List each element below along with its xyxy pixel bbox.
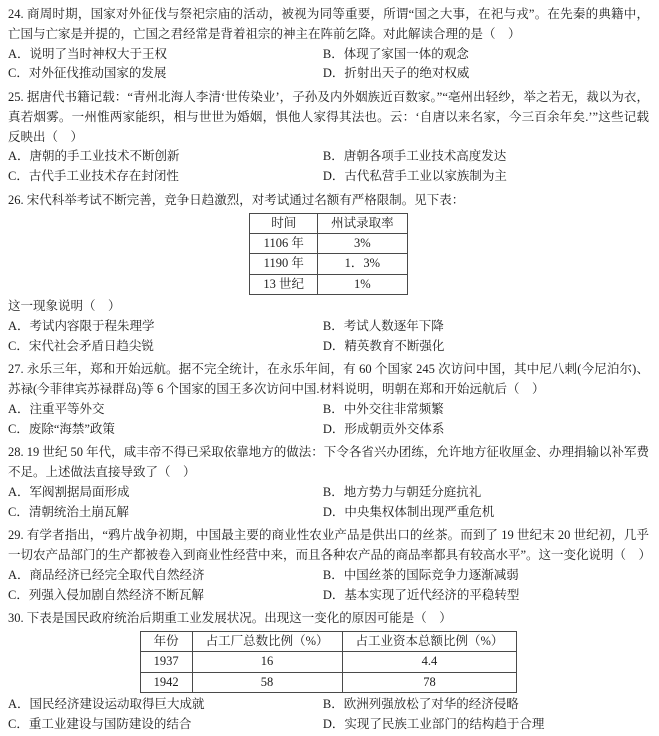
question-25-option-a: A．唐朝的手工业技术不断创新 bbox=[8, 149, 180, 164]
table-header-cell: 占工业资本总额比例（%） bbox=[342, 632, 517, 652]
table-cell: 1% bbox=[318, 274, 408, 294]
table-header-cell: 占工厂总数比例（%） bbox=[192, 632, 342, 652]
table-header-cell: 州试录取率 bbox=[318, 213, 408, 233]
table-header-row bbox=[250, 213, 407, 233]
question-26-option-c: C．宋代社会矛盾日趋尖锐 bbox=[8, 338, 154, 353]
question-26-options bbox=[8, 317, 649, 357]
question-24 bbox=[8, 5, 649, 84]
table-cell: 3% bbox=[318, 233, 408, 253]
question-28-option-b: B．地方势力与朝廷分庭抗礼 bbox=[322, 484, 482, 499]
question-28 bbox=[8, 443, 649, 522]
question-29-stem: 29. 有学者指出，“鸦片战争初期，中国最主要的商业性农业产品是供出口的丝茶。而到了 19 世纪末 20 世纪初，几乎一切农产品部门的生产都被卷入到商业性经营中来，而且各种农产品的商品率都具有较高水平”。这一变化说明（ ） bbox=[8, 528, 652, 562]
table-cell: 4.4 bbox=[342, 652, 517, 672]
table-cell: 58 bbox=[192, 672, 342, 692]
question-26 bbox=[8, 191, 649, 357]
table-row bbox=[140, 652, 517, 672]
question-26-stem: 26. 宋代科举考试不断完善，竞争日趋激烈，对考试通过名额有严格限制。见下表： bbox=[8, 192, 465, 207]
question-24-option-b: B．体现了家国一体的观念 bbox=[322, 46, 469, 61]
question-30-stem: 30. 下表是国民政府统治后期重工业发展状况。出现这一变化的原因可能是（ ） bbox=[8, 611, 452, 626]
question-28-option-a: A．军阀割据局面形成 bbox=[8, 484, 130, 499]
question-26-admission-rate-table bbox=[249, 213, 407, 296]
question-30-heavy-industry-table bbox=[140, 631, 518, 693]
question-29-option-d: D．基本实现了近代经济的平稳转型 bbox=[322, 587, 520, 602]
question-27-option-c: C．废除“海禁”政策 bbox=[8, 421, 115, 436]
question-25-option-c: C．古代手工业技术存在封闭性 bbox=[8, 169, 179, 183]
table-cell: 13 世纪 bbox=[250, 274, 318, 294]
question-25-stem: 25. 据唐代书籍记载：“青州北海人李清‘世传染业’，子孙及内外姻族近百数家。”“亳州出轻纱，举之若无，裁以为衣，真若烟雾。一州惟两家能织，相与世世为婚姻，惧他人家得其法也。云：‘自唐以来名家，今三百余年矣.’”这些记载反映出（ ） bbox=[8, 90, 649, 144]
table-cell: 1106 年 bbox=[250, 233, 318, 253]
table-row bbox=[250, 274, 407, 294]
question-27-option-d: D．形成朝贡外交体系 bbox=[322, 421, 445, 436]
question-30 bbox=[8, 609, 649, 734]
question-27 bbox=[8, 360, 649, 439]
table-cell: 1．3% bbox=[318, 254, 408, 274]
exam-page bbox=[8, 5, 652, 735]
question-26-option-d: D．精英教育不断强化 bbox=[322, 338, 445, 353]
table-header-cell: 年份 bbox=[140, 632, 192, 652]
question-26-option-a: A．考试内容限于程朱理学 bbox=[8, 318, 155, 333]
table-cell: 1942 bbox=[140, 672, 192, 692]
question-30-options bbox=[8, 695, 649, 735]
table-cell: 1190 年 bbox=[250, 254, 318, 274]
question-29-option-c: C．列强入侵加剧自然经济不断瓦解 bbox=[8, 587, 204, 602]
question-27-stem: 27. 永乐三年，郑和开始远航。据不完全统计，在永乐年间，有 60 个国家 245 次访问中国，其中尼八剌(今尼泊尔)、苏禄(今菲律宾苏禄群岛)等 6 个国家的国王多次访问中国.材料说明，明朝在郑和开始远航后（ ） bbox=[8, 362, 649, 396]
question-27-option-a: A．注重平等外交 bbox=[8, 401, 105, 416]
question-24-stem: 24. 商周时期，国家对外征伐与祭祀宗庙的活动，被视为同等重要，所谓“国之大事，在祀与戎”。在先秦的典籍中，亡国与亡家是并提的，亡国之君经常是背着祖宗的神主在阵前乞降。对此解读合理的是（ ） bbox=[8, 7, 649, 41]
table-row bbox=[140, 672, 517, 692]
question-26-option-b: B．考试人数逐年下降 bbox=[322, 318, 444, 333]
question-25 bbox=[8, 88, 649, 187]
question-30-option-b: B．欧洲列强放松了对华的经济侵略 bbox=[322, 697, 519, 712]
question-28-option-c: C．清朝统治土崩瓦解 bbox=[8, 504, 129, 519]
question-30-option-d: D．实现了民族工业部门的结构趋于合理 bbox=[322, 716, 545, 731]
question-28-stem: 28. 19 世纪 50 年代，咸丰帝不得已采取依靠地方的做法：下令各省兴办团练，允许地方征收厘金、办理捐输以补军费不足。上述做法直接导致了（ ） bbox=[8, 445, 649, 479]
question-29-option-a: A．商品经济已经完全取代自然经济 bbox=[8, 567, 205, 582]
question-28-option-d: D．中央集权体制出现严重危机 bbox=[322, 504, 495, 519]
question-27-options bbox=[8, 400, 649, 440]
question-29-options bbox=[8, 566, 649, 606]
table-row bbox=[250, 254, 407, 274]
question-29-option-b: B．中国丝茶的国际竞争力逐渐减弱 bbox=[322, 567, 519, 582]
question-30-option-a: A．国民经济建设运动取得巨大成就 bbox=[8, 697, 205, 712]
question-24-option-a: A．说明了当时神权大于王权 bbox=[8, 46, 168, 61]
table-header-row bbox=[140, 632, 517, 652]
question-27-option-b: B．中外交往非常频繁 bbox=[322, 401, 444, 416]
question-29 bbox=[8, 526, 652, 605]
question-24-option-c: C．对外征伐推动国家的发展 bbox=[8, 66, 167, 81]
table-header-cell: 时间 bbox=[250, 213, 318, 233]
table-row bbox=[250, 233, 407, 253]
question-25-options bbox=[8, 147, 649, 187]
question-26-follow-text: 这一现象说明（ ） bbox=[8, 299, 121, 313]
question-30-option-c: C．重工业建设与国防建设的结合 bbox=[8, 716, 192, 731]
question-28-options bbox=[8, 483, 649, 523]
table-cell: 78 bbox=[342, 672, 517, 692]
question-24-option-d: D．折射出天子的绝对权威 bbox=[322, 66, 470, 81]
question-25-option-d: D．古代私营手工业以家族制为主 bbox=[322, 169, 507, 183]
question-24-options bbox=[8, 45, 649, 85]
table-cell: 1937 bbox=[140, 652, 192, 672]
table-cell: 16 bbox=[192, 652, 342, 672]
question-25-option-b: B．唐朝各项手工业技术高度发达 bbox=[322, 149, 507, 164]
